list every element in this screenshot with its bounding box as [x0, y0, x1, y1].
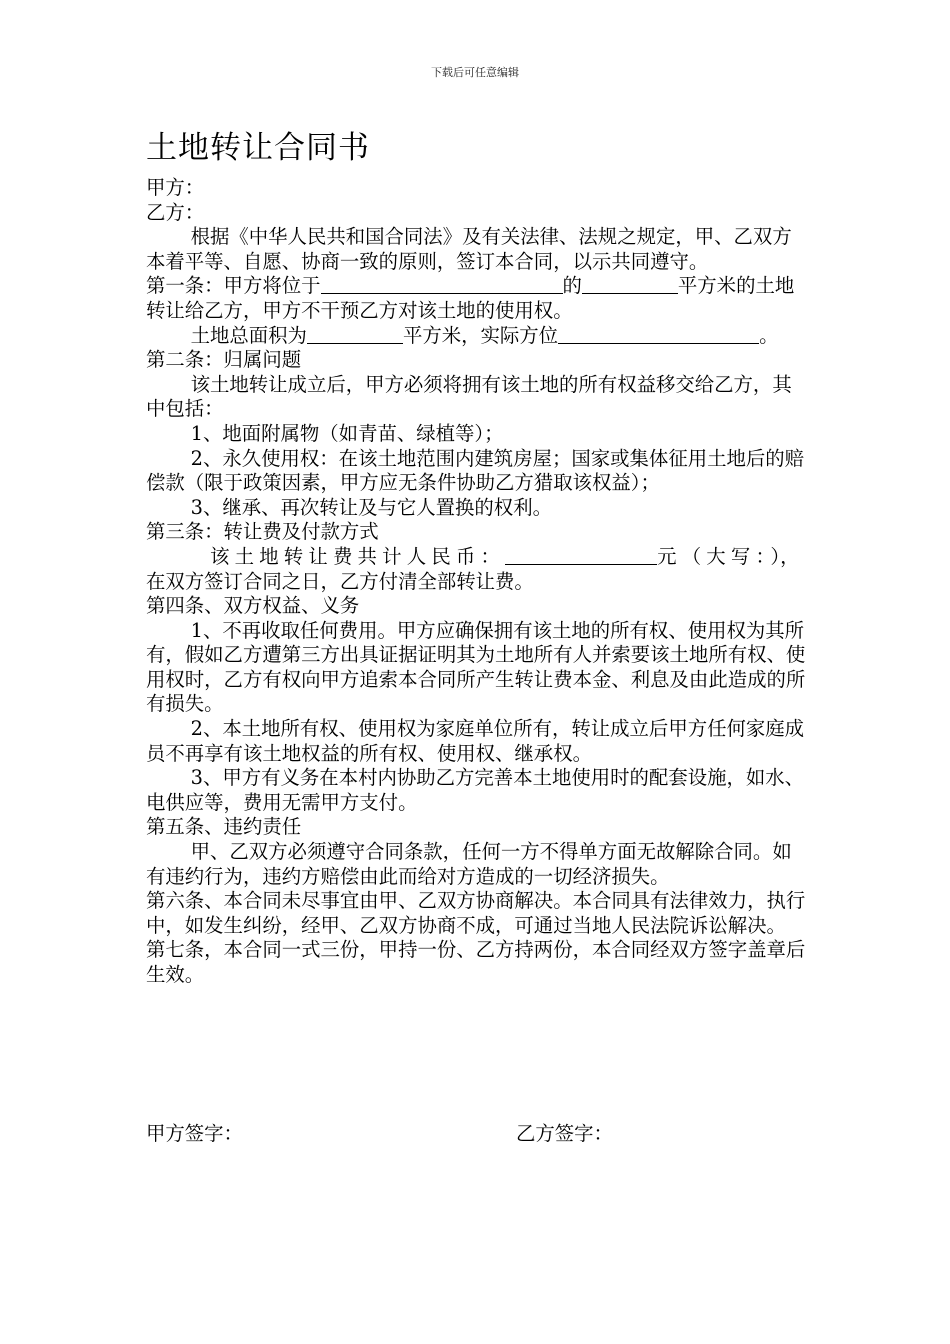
article-6-paragraph: 第六条、本合同未尽事宜由甲、乙双方协商解决。本合同具有法律效力，执行中，如发生纠纷，经甲、乙双方协商不成，可通过当地人民法院诉讼解决。 — [146, 889, 806, 937]
total-area-text-end: 。 — [759, 323, 779, 347]
article-2-heading: 第二条：归属问题 — [146, 348, 302, 372]
fee-text-mid: 元（大写： — [657, 544, 771, 568]
article-5-body: 甲、乙双方必须遵守合同条款，任何一方不得单方面无故解除合同。如有违约行为，违约方赔偿由此而给对方造成的一切经济损失。 — [146, 840, 792, 888]
fee-amount-blank[interactable] — [505, 546, 657, 565]
article-1-text-end: 平方米的土地转让给乙方，甲方不干预乙方对该土地的使用权。 — [146, 274, 795, 322]
area-blank[interactable] — [582, 275, 678, 294]
party-a-label: 甲方： — [146, 176, 205, 199]
fee-text-start: 该土地转让费共计人民币： — [210, 544, 506, 568]
article-4-item-3: 3、甲方有义务在本村内协助乙方完善本土地使用时的配套设施，如水、电供应等，费用无需甲方支付。 — [146, 766, 805, 814]
total-area-text-start: 土地总面积为 — [190, 323, 307, 347]
article-1-paragraph — [146, 274, 810, 323]
article-4-item-1: 1、不再收取任何费用。甲方应确保拥有该土地的所有权、使用权为其所有，假如乙方遭第三方出具证据证明其为土地所有人并索要该土地所有权、使用权时，乙方有权向甲方追索本合同所产生转让费本金、利息及由此造成的所有损失。 — [146, 618, 806, 716]
article-3-heading: 第三条：转让费及付款方式 — [146, 520, 379, 544]
fee-text-end: ），在双方签订合同之日，乙方付清全部转让费。 — [146, 544, 800, 593]
total-area-text-mid: 平方米，实际方位 — [402, 323, 559, 347]
party-b-label: 乙方： — [146, 200, 205, 224]
total-area-paragraph — [146, 324, 810, 349]
article-2-item-2: 2、永久使用权：在该土地范围内建筑房屋；国家或集体征用土地后的赔偿款（限于政策因素，甲方应无条件协助乙方猎取该权益）； — [146, 446, 805, 495]
total-area-blank[interactable] — [307, 325, 403, 344]
party-a-signature-label: 甲方签字： — [146, 1122, 243, 1145]
article-1-text-start: 第一条：甲方将位于 — [146, 274, 321, 298]
article-1-text-mid: 的 — [562, 274, 582, 298]
contract-document — [146, 128, 810, 988]
article-2-item-1: 1、地面附属物（如青苗、绿植等）； — [190, 421, 504, 445]
document-title: 土地转让合同书 — [146, 130, 370, 166]
preamble-paragraph: 根据《中华人民共和国合同法》及有关法律、法规之规定，甲、乙双方本着平等、自愿、协商一致的原则，签订本合同，以示共同遵守。 — [146, 225, 792, 273]
article-2-item-3: 3、继承、再次转让及与它人置换的权利。 — [190, 495, 552, 519]
article-4-item-2: 2、本土地所有权、使用权为家庭单位所有，转让成立后甲方任何家庭成员不再享有该土地权益的所有权、使用权、继承权。 — [146, 717, 805, 765]
article-2-intro: 该土地转让成立后，甲方必须将拥有该土地的所有权益移交给乙方，其中包括： — [146, 372, 792, 421]
article-7-paragraph: 第七条，本合同一式三份，甲持一份、乙方持两份，本合同经双方签字盖章后生效。 — [146, 938, 806, 986]
party-b-signature-label: 乙方签字： — [516, 1122, 613, 1145]
article-5-heading: 第五条、违约责任 — [146, 815, 302, 839]
location-blank[interactable] — [321, 275, 563, 294]
header-note: 下载后可任意编辑 — [431, 66, 519, 79]
signature-row — [146, 1122, 810, 1148]
article-3-fee-paragraph — [146, 545, 810, 594]
orientation-blank[interactable] — [558, 325, 759, 344]
article-4-heading: 第四条、双方权益、义务 — [146, 594, 360, 618]
